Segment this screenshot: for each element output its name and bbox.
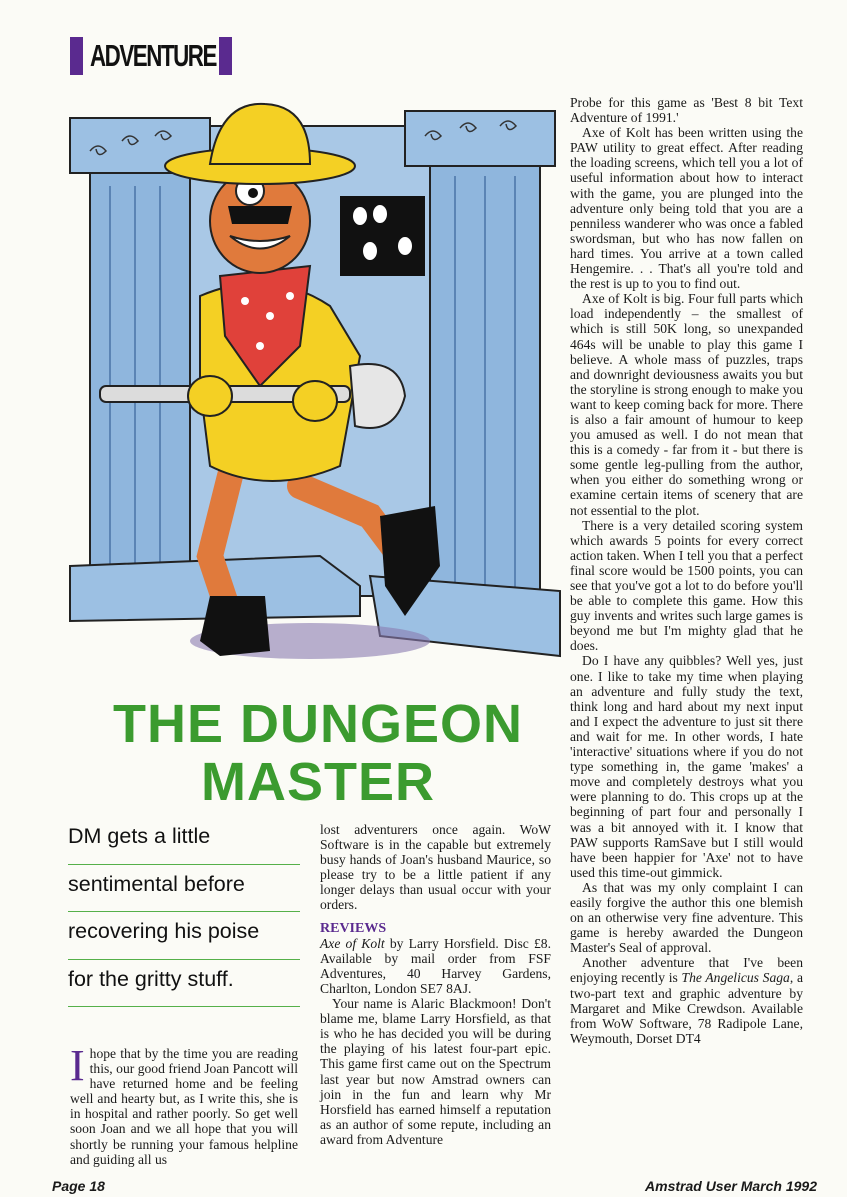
standfirst-line: recovering his poise [68, 912, 300, 960]
paragraph-text: hope that by the time you are reading this, our good friend Joan Pancott will have returned home and be feeling well and hearty but, as I write this, she is in hospital and rather poorly. So get well soon Joan and we all hope that you will shortly be running your famous helpline and guiding all us [70, 1046, 298, 1167]
paragraph-text: , a two-part text and graphic adventure by Margaret and Mike Crewdson. Available from WoW Software, 78 Radipole Lane, Weymouth, Dorset DT4 [570, 970, 803, 1046]
body-paragraph: Axe of Kolt has been written using the PAW utility to great effect. After reading the loading screens, which tell you a lot of useful information about how to interact with the game, you are plunged into the adventure only being told that you are a penniless wanderer who was once a fabled swordsman, but who has now fallen on hard times. You arrive at a town called Hengemire. . . That's all you're told and the rest is up to you to find out. [570, 125, 803, 292]
body-paragraph [570, 955, 803, 1046]
illustration-adventurer [60, 96, 565, 676]
body-column-1 [70, 1041, 298, 1167]
standfirst [68, 817, 300, 1007]
standfirst-line: for the gritty stuff. [68, 960, 300, 1008]
review-game-title: Axe of Kolt [320, 935, 385, 951]
body-paragraph: Your name is Alaric Blackmoon! Don't blame me, blame Larry Horsfield, as that is who he has decided you will be during the playing of his latest four-part epic. This game first came out on the Spectrum last year but now Amstrad owners can join in the fun and learn why Mr Horsfield has earned himself a reputation as an author of some repute, including an award from Adventure [320, 996, 551, 1147]
body-column-2 [320, 822, 551, 1147]
review-info [320, 936, 551, 996]
review-details: by Larry Horsfield. Disc £8. Available by mail order from FSF Adventures, 40 Harvey Gardens, Charlton, London SE7 8AJ. [320, 935, 551, 996]
article-title-line1: THE DUNGEON [112, 694, 523, 754]
article-title-line2: MASTER [201, 752, 435, 812]
body-paragraph: Axe of Kolt is big. Four full parts which load independently – the smallest of which is still 50K long, so unexpanded 464s will be unable to play this game I believe. A whole mass of puzzles, traps and downright deviousness awaits you but the storyline is strong enough to make you want to keep coming back for more. There is also a fair amount of humour to keep you amused as well. I do not mean that this is a comedy - far from it - but there is some gentle leg-pulling from the author, when you either do something wrong or examine certain items of scenery that are not essential to the plot. [570, 291, 803, 518]
body-column-3 [570, 95, 803, 1046]
section-label: ADVENTURE [90, 38, 216, 73]
body-paragraph: There is a very detailed scoring system which awards 5 points for every correct action taken. When I tell you that a perfect final score would be 1500 points, you can see that you've got a lot to do before you'll be able to complete this game. How this guy invents and writes such large games is beyond me but I'm mighty glad that he does. [570, 517, 803, 654]
page-number: Page 18 [52, 1178, 105, 1194]
section-bar-right [219, 37, 232, 75]
body-paragraph: As that was my only complaint I can easily forgive the author this one blemish on an otherwise very fine adventure. This game is hereby awarded the Dungeon Master's Seal of approval. [570, 879, 803, 956]
standfirst-line: sentimental before [68, 865, 300, 913]
section-bar-left [70, 37, 83, 75]
game-title: The Angelicus Saga [681, 970, 790, 986]
reviews-heading: REVIEWS [320, 920, 387, 936]
body-paragraph: Do I have any quibbles? Well yes, just one. I like to take my time when playing an adventure and fully study the text, think long and hard about my next input and I expect the adventure to just sit there and wait for me. In other words, I hate 'interactive' situations where if you do not type something in, the game 'makes' a move and completely destroys what you were planning to do. This crops up at the beginning of part four and personally I was a bit annoyed with it. I know that PAW supports RamSave but I still would have been happier for 'Axe' not to have used this time-out gimmick. [570, 653, 803, 880]
standfirst-line: DM gets a little [68, 817, 300, 865]
drop-cap: I [70, 1041, 85, 1090]
magazine-issue: Amstrad User March 1992 [645, 1178, 817, 1194]
body-paragraph: Probe for this game as 'Best 8 bit Text Adventure of 1991.' [570, 95, 803, 126]
body-paragraph [70, 1041, 298, 1167]
body-paragraph: lost adventurers once again. WoW Software is in the capable but extremely busy hands of Joan's husband Maurice, so please try to be a little patient if any longer delays than usual occur with your orders. [320, 822, 551, 913]
section-header [70, 36, 232, 76]
paragraph-text: Another adventure that I've been enjoying recently is [570, 955, 803, 986]
